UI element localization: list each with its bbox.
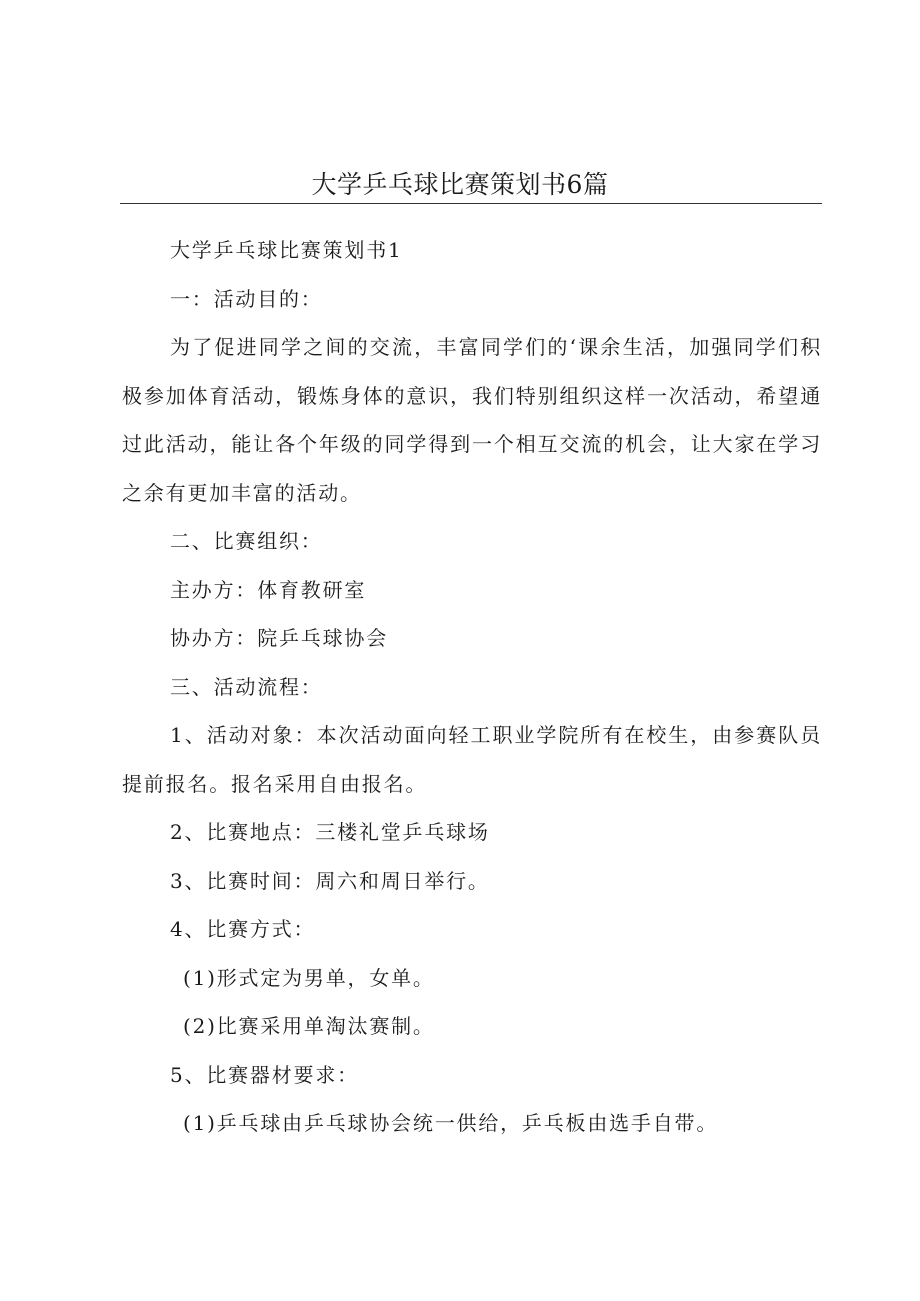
document-title: 大学乒乓球比赛策划书6篇 <box>311 170 609 199</box>
item-time: 3、比赛时间：周六和周日举行。 <box>170 868 490 893</box>
item-participants: 1、活动对象：本次活动面向轻工职业学院所有在校生，由参赛队员提前报名。报名采用自由报名。 <box>122 723 822 796</box>
paragraph-purpose: 为了促进同学之间的交流，丰富同学们的‘课余生活，加强同学们积极参加体育活动，锻炼身体的意识，我们特别组织这样一次活动，希望通过此活动，能让各个年级的同学得到一个相互交流的机会，让大家在学习之余有更加丰富的活动。 <box>122 335 822 505</box>
subitem-format-2: (2)比赛采用单淘汰赛制。 <box>183 1014 435 1038</box>
item-venue: 2、比赛地点：三楼礼堂乒乓球场 <box>170 820 490 844</box>
item-format: 4、比赛方式： <box>170 917 316 941</box>
title-underline <box>120 203 822 204</box>
document-body <box>122 226 822 1148</box>
item-equipment: 5、比赛器材要求： <box>170 1062 359 1087</box>
line-host: 主办方：体育教研室 <box>170 577 367 602</box>
line-co-host: 协办方：院乒乓球协会 <box>170 626 388 650</box>
subitem-equipment-1: (1)乒乓球由乒乓球协会统一供给，乒乓板由选手自带。 <box>183 1111 719 1135</box>
heading-activity-purpose: 一：活动目的： <box>170 286 323 311</box>
heading-process: 三、活动流程： <box>170 674 323 699</box>
section-heading: 大学乒乓球比赛策划书1 <box>170 238 403 262</box>
subitem-format-1: (1)形式定为男单，女单。 <box>183 965 435 990</box>
heading-organization: 二、比赛组织： <box>170 529 323 553</box>
